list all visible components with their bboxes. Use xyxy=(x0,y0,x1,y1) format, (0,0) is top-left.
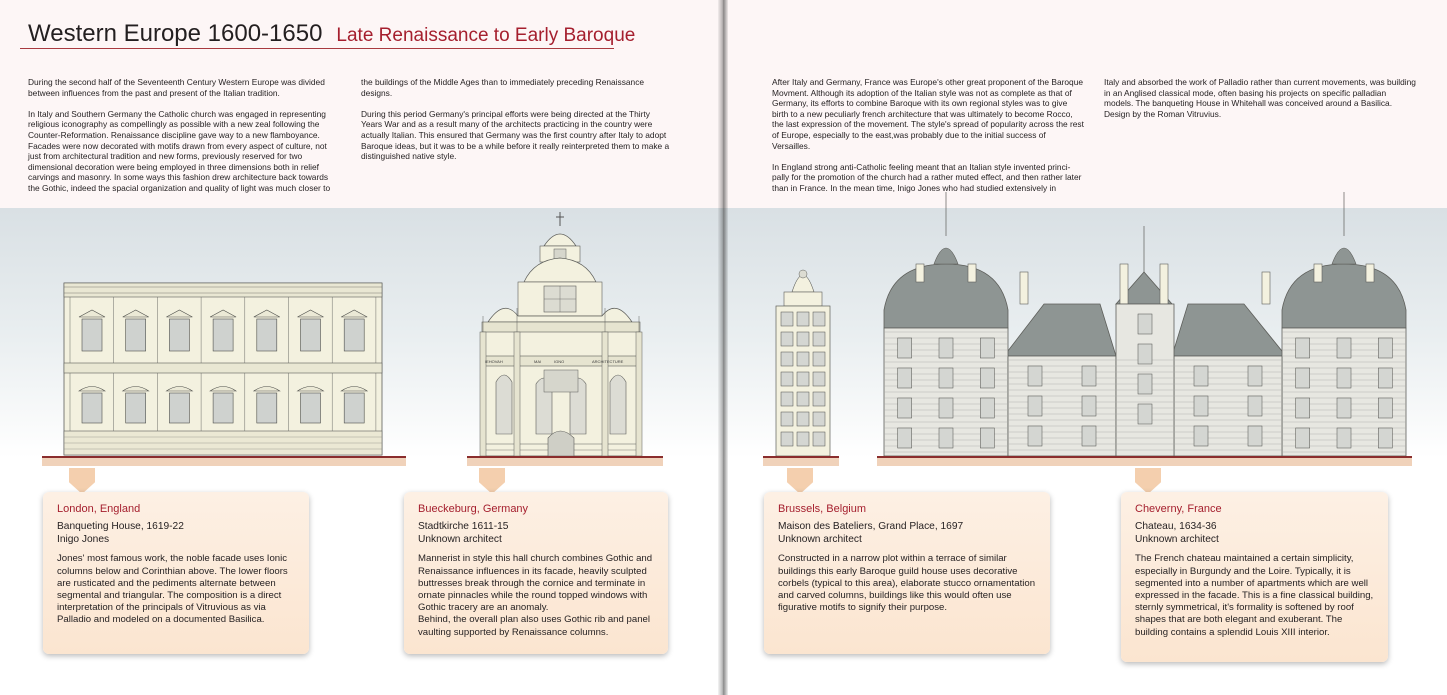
window xyxy=(813,392,825,406)
card-description: Constructed in a narrow plot within a terrace of similar buildings this early Baroque guild house uses decorative corbels (typical to this area), elaborate stucco ornamentation and carved columns, buildings like this would often use figurative motifs to signify their purpose. xyxy=(778,553,1036,614)
inscription-word: IGNO xyxy=(554,359,565,364)
window xyxy=(1378,338,1392,358)
window xyxy=(1082,426,1096,446)
maison-des-bateliers-illustration xyxy=(774,262,832,456)
window xyxy=(1082,396,1096,416)
window xyxy=(797,372,809,386)
window xyxy=(82,393,102,423)
window xyxy=(797,332,809,346)
window xyxy=(1248,426,1262,446)
paragraph: Italy and absorbed the work of Palladio rather than current movements, was building in an Anglised classical mode, often basing his projects on specific palladian models. The banqueting House in Whitehall was conceived around a Basilica. Design by the Roman Vitruvius. xyxy=(1104,77,1416,119)
window xyxy=(1138,314,1152,334)
window xyxy=(781,372,793,386)
paragraph: During the second half of the Seventeenth Century Western Europe was divided between influences from the past and present of the Italian tradition. xyxy=(28,77,325,98)
window xyxy=(1028,426,1042,446)
card-cheverny xyxy=(1121,492,1388,662)
inscription-word: ARCHITECTURE xyxy=(592,359,624,364)
window xyxy=(1194,426,1208,446)
window xyxy=(1138,404,1152,424)
window xyxy=(1296,368,1310,388)
ground-strip xyxy=(42,456,406,466)
card-location: London, England xyxy=(57,503,141,515)
card-location: Brussels, Belgium xyxy=(778,503,867,515)
window xyxy=(781,352,793,366)
window xyxy=(813,312,825,326)
window xyxy=(898,368,912,388)
page-subtitle: Late Renaissance to Early Baroque xyxy=(336,25,636,46)
window xyxy=(813,372,825,386)
window xyxy=(1248,396,1262,416)
window xyxy=(1337,368,1351,388)
window xyxy=(1296,428,1310,448)
page-header xyxy=(28,20,635,48)
paragraph: the buildings of the Middle Ages than to immediately preceding Renaissance designs. xyxy=(361,77,645,98)
page-title: Western Europe 1600-1650 xyxy=(28,20,323,47)
window xyxy=(82,319,102,351)
window xyxy=(1337,338,1351,358)
card-description-part: Behind, the overall plan also uses Gothic rib and panel vaulting supported by Renaissance columns. xyxy=(418,614,650,638)
window xyxy=(813,432,825,446)
window xyxy=(344,319,364,351)
window xyxy=(797,312,809,326)
chateau-cheverny-illustration xyxy=(884,192,1408,456)
paragraph: After Italy and Germany, France was Europe's other great proponent of the Baroque Movment. Although its adoption of the Italian style was not as complete as that of Germany, its efforts to combine Baroque with its own regional styles was to give birth to a new peculiarly french architecture that was ultimately to become Rocco, the last expression of the movement. The style's spread of popularity across the rest of Europe, especially to the east,was probably due to the initial success of Versailles. xyxy=(772,77,1084,151)
window xyxy=(980,338,994,358)
text-column-3 xyxy=(772,77,1084,194)
window xyxy=(1138,374,1152,394)
window xyxy=(1337,428,1351,448)
card-location: Bueckeburg, Germany xyxy=(418,503,529,515)
card-description: The French chateau maintained a certain simplicity, especially in Burgundy and the Loire. Typically, it is segmented into a number of apartments which are well expressed in the facade. This is a fine classical building, sternly symmetrical, it's formality is softened by roof shapes that are both elegant and exuberant. The building contains a splendid Louis XIII interior. xyxy=(1135,553,1374,638)
window xyxy=(939,398,953,418)
window xyxy=(781,412,793,426)
window xyxy=(1378,428,1392,448)
window xyxy=(1296,338,1310,358)
card-brussels xyxy=(764,492,1050,654)
window xyxy=(813,412,825,426)
stadtkirche-illustration xyxy=(474,212,648,456)
window xyxy=(1082,366,1096,386)
card-building: Banqueting House, 1619-22 xyxy=(57,521,184,533)
window xyxy=(980,368,994,388)
window xyxy=(126,393,146,423)
window xyxy=(781,312,793,326)
card-bueckeburg xyxy=(404,492,668,654)
window xyxy=(898,338,912,358)
card-building: Chateau, 1634-36 xyxy=(1135,521,1217,533)
window xyxy=(126,319,146,351)
window xyxy=(980,398,994,418)
window xyxy=(1194,396,1208,416)
window xyxy=(213,393,233,423)
text-column-4 xyxy=(1104,77,1416,119)
window xyxy=(1378,368,1392,388)
window xyxy=(1138,344,1152,364)
window xyxy=(898,428,912,448)
window xyxy=(1378,398,1392,418)
card-architect: Unknown architect xyxy=(778,533,862,545)
window xyxy=(939,428,953,448)
banqueting-house-illustration xyxy=(64,283,382,455)
window xyxy=(797,352,809,366)
inscription-word: MAI xyxy=(534,359,542,364)
window xyxy=(169,393,189,423)
inscription-word: IEHOVAH xyxy=(485,359,503,364)
window xyxy=(813,352,825,366)
window xyxy=(1194,366,1208,386)
window xyxy=(939,338,953,358)
card-description: Jones' most famous work, the noble facade uses Ionic columns below and Corinthian above. The lower floors are rusticated and the pediments alternate between segmental and triangular. The composition is a direct interpretation of the principals of Vitruvious as via Palladio and modeled on a documented Basilica. xyxy=(57,553,288,626)
window xyxy=(213,319,233,351)
window xyxy=(813,332,825,346)
window xyxy=(797,392,809,406)
window xyxy=(781,432,793,446)
paragraph: In Italy and Southern Germany the Catholic church was engaged in representing religious iconography as compellingly as possible with a new zeal following the Counter-Reformation. Renaissance discipline gave way to a new flamboyance. Facades were now decorated with motifs drawn from every aspect of culture, not just from architectural tradition and new forms, previously reserved for two dimensional decoration were being employed in three dimensions both in relief carvings and masonry. In some ways this fashion drew architecture back towards the Gothic, indeed the spacial organization and quality of light was much closer to xyxy=(28,108,331,193)
window xyxy=(1337,398,1351,418)
window xyxy=(797,432,809,446)
card-building: Stadtkirche 1611-15 xyxy=(418,521,509,533)
text-column-1 xyxy=(28,77,338,194)
window xyxy=(344,393,364,423)
card-description-part: Mannerist in style this hall church combines Gothic and Renaissance influences in its facade, heavily sculpted buttresses break through the cornice and terminate in ornate pinnacles while the round topped windows with Gothic tracery are an anomaly. xyxy=(418,553,653,614)
window xyxy=(301,393,321,423)
text-column-2 xyxy=(361,77,671,162)
ground-strip xyxy=(877,456,1412,466)
header-rule xyxy=(20,48,614,49)
ground-strip xyxy=(467,456,663,466)
book-spine xyxy=(718,0,728,695)
card-architect: Unknown architect xyxy=(1135,533,1219,545)
window xyxy=(980,428,994,448)
window xyxy=(1028,366,1042,386)
window xyxy=(301,319,321,351)
window xyxy=(898,398,912,418)
window xyxy=(781,392,793,406)
card-architect: Inigo Jones xyxy=(57,533,110,545)
window xyxy=(257,319,277,351)
paragraph: During this period Germany's principal efforts were being directed at the Thirty Years War and as a result many of the architects practicing in the country were actually Italian. This ensured that Germany was the first country after Italy to adopt Baroque ideas, but it was to be a while before it really reinterpreted them to make a distinguished native style. xyxy=(361,108,670,162)
card-building: Maison des Bateliers, Grand Place, 1697 xyxy=(778,521,964,533)
window xyxy=(797,412,809,426)
window xyxy=(781,332,793,346)
card-description xyxy=(418,553,654,638)
card-london xyxy=(43,492,309,654)
paragraph: In England strong anti-Catholic feeling meant that an Italian style invented princi-pally for the promotion of the church had a rather muted effect, and then rather later than in France. In the mean time, Inigo Jones who had studied extensively in xyxy=(772,161,1082,193)
window xyxy=(1028,396,1042,416)
window xyxy=(939,368,953,388)
window xyxy=(169,319,189,351)
window xyxy=(1248,366,1262,386)
ground-strip xyxy=(763,456,839,466)
window xyxy=(257,393,277,423)
card-location: Cheverny, France xyxy=(1135,503,1222,515)
window xyxy=(1296,398,1310,418)
card-architect: Unknown architect xyxy=(418,533,502,545)
